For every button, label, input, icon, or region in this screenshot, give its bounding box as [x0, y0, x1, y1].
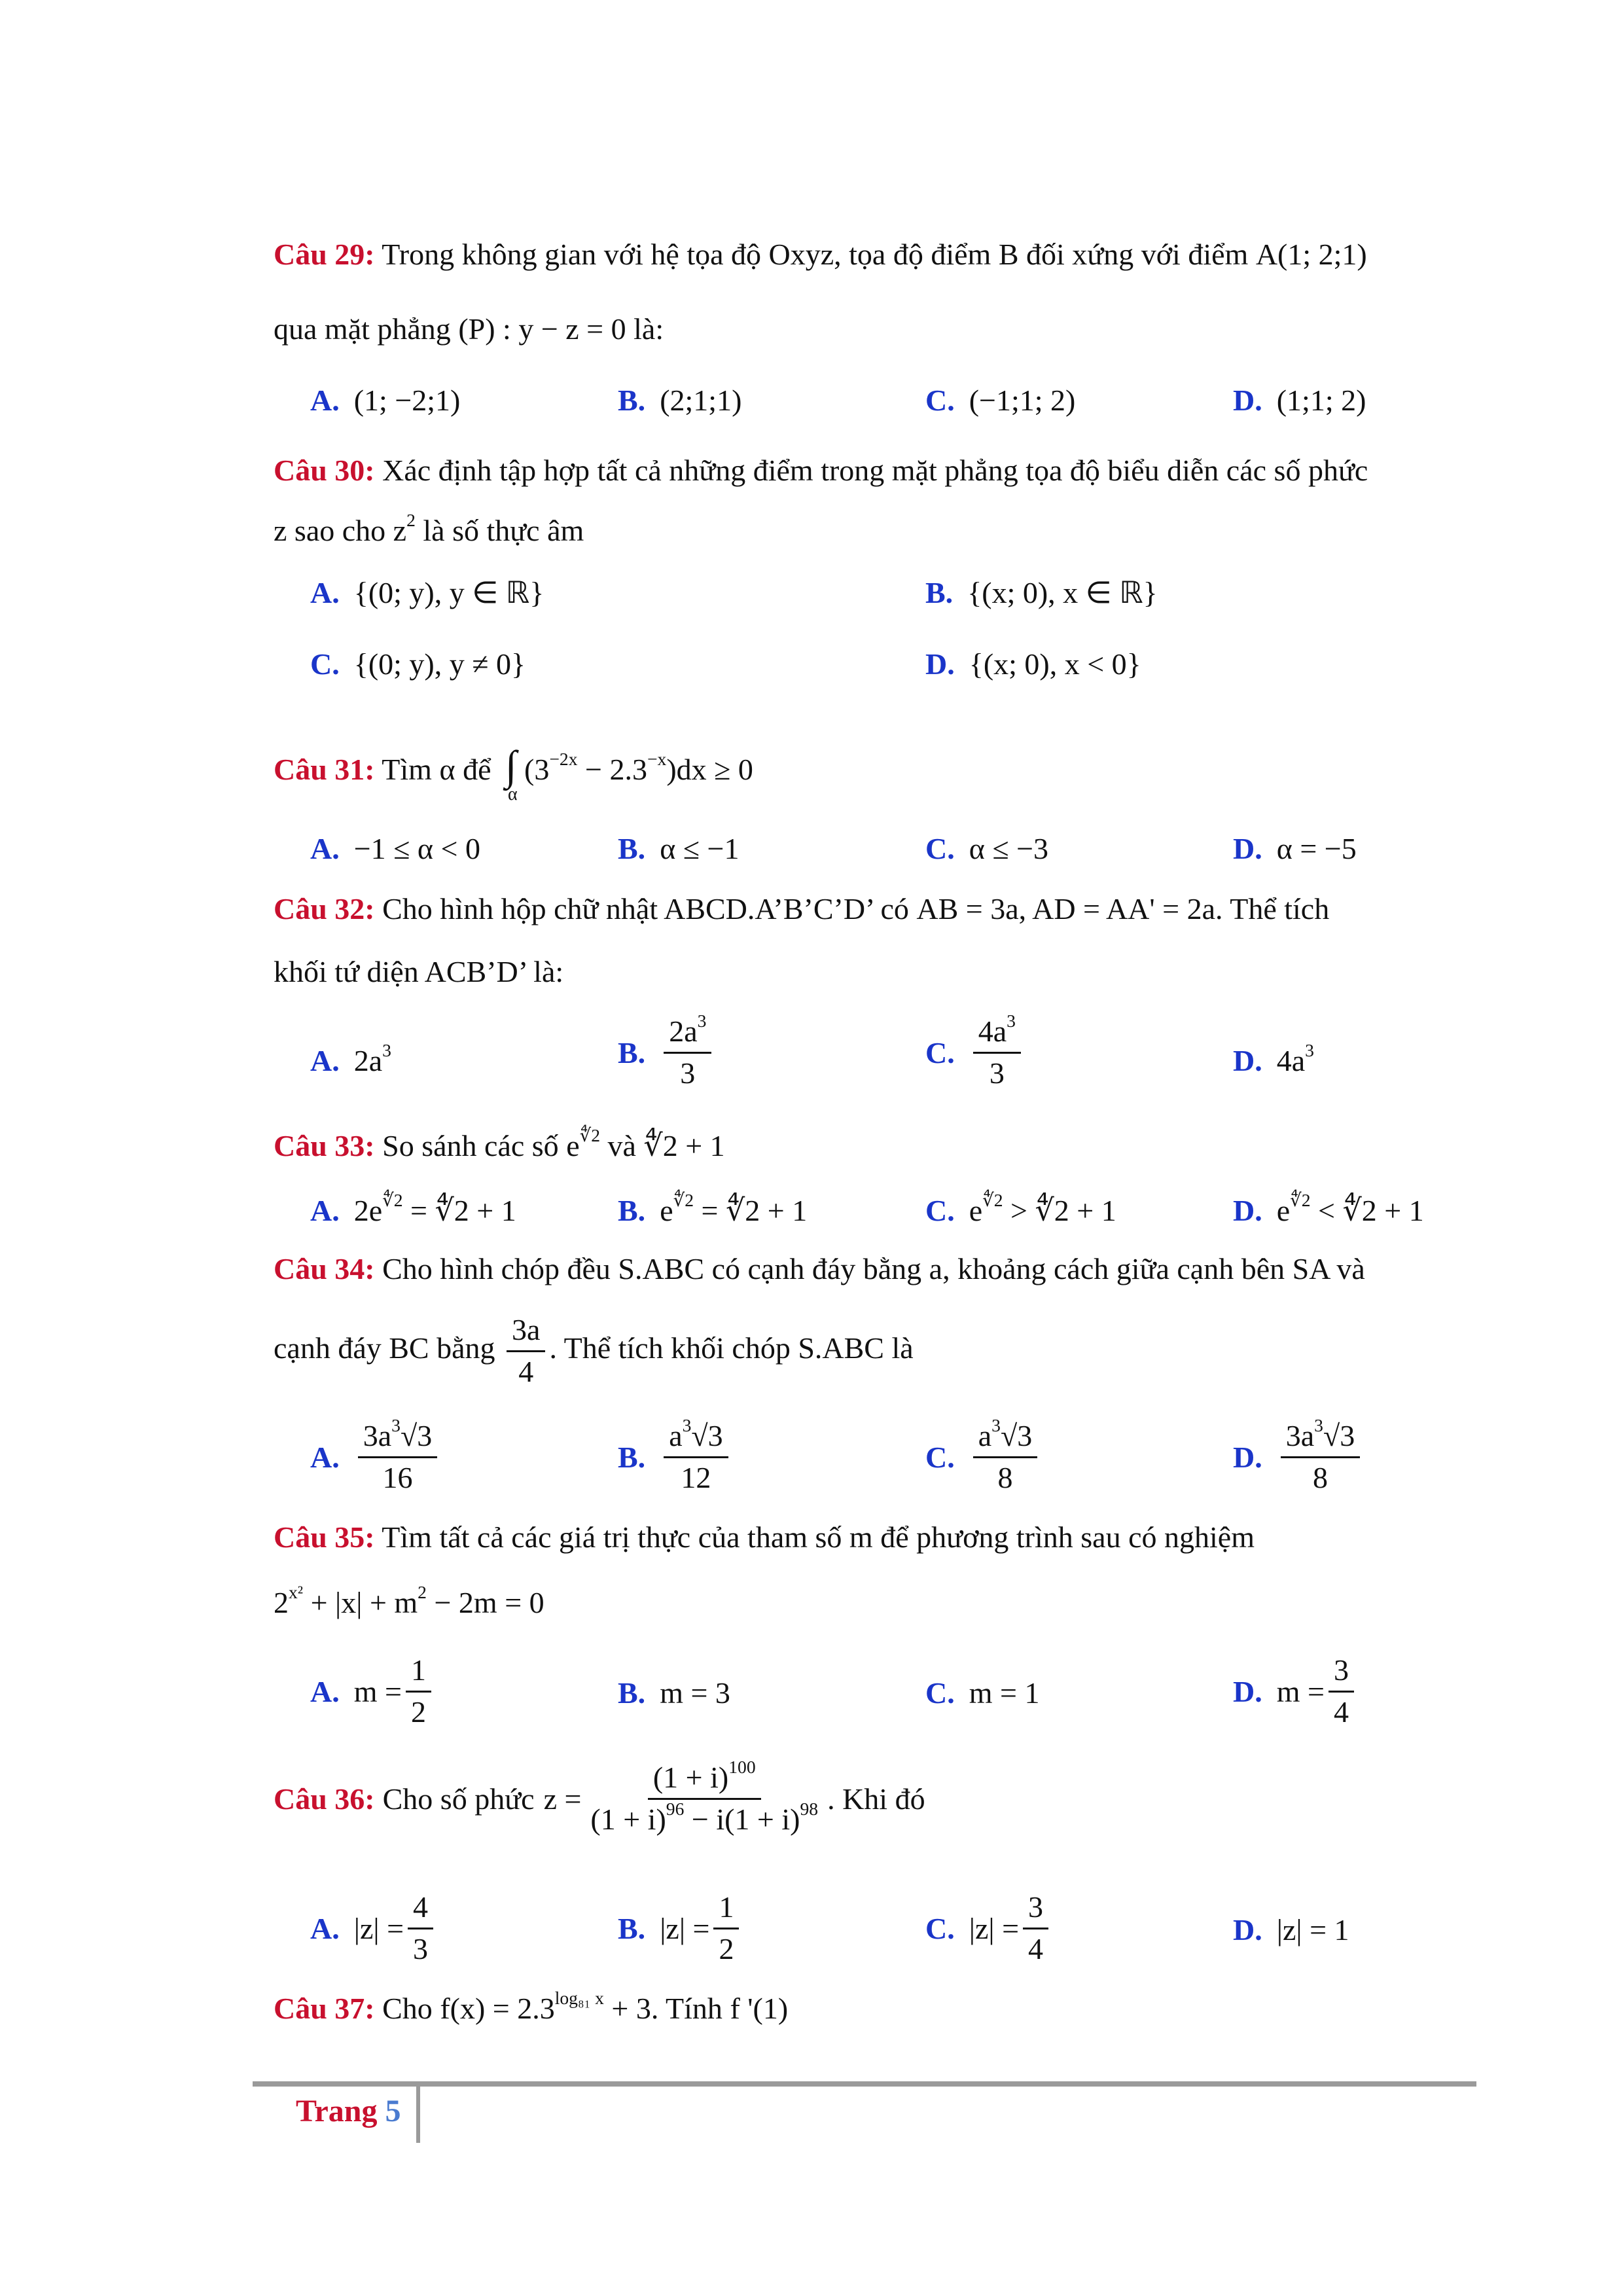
option-label: A.	[310, 1193, 340, 1227]
option-b[interactable]	[618, 1414, 732, 1496]
option-fraction: $\frac{3a^3√3}{8}$	[1281, 1419, 1360, 1496]
option-label: A.	[310, 1044, 340, 1077]
question-text: Cho	[382, 1992, 433, 2025]
option-label: D.	[1233, 384, 1262, 417]
question-34-line2	[274, 1313, 1475, 1390]
math-integrand: $(3^{-2x} - 2.3^{-x})dx \ge 0$	[524, 748, 753, 786]
option-b[interactable]	[618, 1010, 715, 1091]
option-d[interactable]	[1233, 1414, 1364, 1496]
option-prefix: |z| =	[353, 1911, 404, 1945]
option-label: C.	[925, 1193, 955, 1227]
option-a[interactable]	[310, 1189, 516, 1228]
question-text: Cho số phức	[382, 1782, 535, 1816]
question-text: Cho hình chóp đều S.ABC có cạnh đáy bằng a, khoảng cách giữa cạnh bên SA và	[382, 1252, 1365, 1285]
option-label: D.	[1233, 1193, 1262, 1227]
option-label: B.	[618, 1440, 646, 1474]
question-text: Xác định tập hợp tất cả những điểm trong mặt phẳng tọa độ biểu diễn các số phức	[382, 454, 1368, 487]
option-label: C.	[925, 1911, 955, 1945]
math-z: z =	[543, 1782, 582, 1816]
question-text: Tìm	[382, 753, 432, 786]
math-integral: ∫ α	[505, 742, 518, 804]
question-37	[274, 1987, 1475, 2028]
option-fraction: $\frac{1}{2}$	[406, 1653, 431, 1730]
option-d[interactable]	[1233, 1189, 1424, 1228]
option-text: {(0; y), y ≠ 0}	[353, 647, 526, 681]
option-a[interactable]	[310, 1890, 437, 1967]
option-a[interactable]	[310, 1653, 435, 1730]
option-label: A.	[310, 1911, 340, 1945]
math-root-expr: ∜2 + 1	[643, 1129, 725, 1162]
math-dimensions: AB = 3a, AD = AA' = 2a	[916, 892, 1216, 925]
option-fraction: $\frac{2a^3}{3}$	[664, 1014, 711, 1091]
option-text: (2;1;1)	[660, 384, 742, 417]
option-text: α = −5	[1276, 832, 1357, 865]
question-36	[274, 1756, 1475, 1837]
option-fraction: $\frac{1}{2}$	[713, 1890, 739, 1967]
option-prefix: m =	[1276, 1674, 1325, 1708]
footer-divider	[253, 2081, 1476, 2087]
option-b[interactable]	[925, 575, 1158, 610]
option-text: m = 3	[660, 1676, 730, 1710]
option-text: $4a^3$	[1276, 1039, 1314, 1077]
math-derivative: f '(1)	[730, 1992, 789, 2025]
question-text: là số thực âm	[423, 514, 584, 547]
option-fraction: $\frac{3}{4}$	[1329, 1653, 1354, 1730]
option-a[interactable]	[310, 383, 460, 418]
question-32	[274, 890, 1475, 928]
question-label: Câu 37:	[274, 1992, 375, 2025]
math-fraction: $\frac{3a}{4}$	[507, 1313, 545, 1390]
question-text: qua mặt phẳng	[274, 312, 451, 346]
option-a[interactable]	[310, 1039, 391, 1078]
option-d[interactable]	[1233, 1039, 1314, 1078]
math-fraction: $\frac{(1 + i)^{100}}{(1 + i)^{96} - i(1 + i)^{98}}$	[590, 1756, 819, 1836]
question-33	[274, 1124, 1475, 1165]
option-text: $e^{∜2}$ > ∜2 + 1	[969, 1189, 1116, 1227]
option-b[interactable]	[618, 1189, 808, 1228]
option-fraction: $\frac{3a^3√3}{16}$	[358, 1419, 437, 1496]
option-label: B.	[618, 384, 646, 417]
option-d[interactable]	[1233, 1653, 1358, 1730]
option-b[interactable]	[618, 1676, 730, 1710]
option-c[interactable]	[925, 1890, 1052, 1967]
option-text: −1 ≤ α < 0	[353, 832, 480, 865]
question-text: . Thể tích	[1215, 892, 1330, 925]
option-text: {(0; y), y ∈ ℝ}	[353, 576, 544, 609]
option-label: B.	[618, 1193, 646, 1227]
option-label: C.	[925, 1440, 955, 1474]
math-equation: $2^{x^2} + |x| + m^2 - 2m = 0$	[274, 1581, 544, 1619]
question-30	[274, 452, 1475, 490]
question-29	[274, 236, 1475, 274]
question-text: khối tứ diện ACB’D’ là:	[274, 955, 564, 988]
option-text: (−1;1; 2)	[969, 384, 1076, 417]
question-text: cạnh đáy BC bằng	[274, 1331, 495, 1365]
option-c[interactable]	[925, 831, 1048, 866]
option-d[interactable]	[1233, 831, 1357, 866]
option-text: $2e^{∜2}$ = ∜2 + 1	[353, 1189, 516, 1227]
option-label: D.	[1233, 1440, 1262, 1474]
option-fraction: $\frac{3}{4}$	[1023, 1890, 1048, 1967]
page-number	[296, 2093, 401, 2129]
option-text: (1; −2;1)	[353, 384, 461, 417]
question-text: . Thể tích khối chóp S.ABC là	[549, 1331, 914, 1365]
question-label: Câu 31:	[274, 753, 375, 786]
option-label: A.	[310, 1674, 340, 1708]
option-text: $e^{∜2}$ < ∜2 + 1	[1276, 1189, 1424, 1227]
option-text: {(x; 0), x ∈ ℝ}	[967, 576, 1158, 609]
option-label: A.	[310, 384, 340, 417]
question-text: và	[607, 1129, 636, 1162]
option-a[interactable]	[310, 1414, 441, 1496]
option-label: D.	[1233, 1913, 1262, 1946]
option-label: A.	[310, 575, 340, 609]
question-text: . Khi đó	[827, 1782, 925, 1816]
math-z: $z^2$	[393, 509, 416, 547]
option-c[interactable]	[925, 1010, 1025, 1091]
math-e-power: $e^{∜2}$	[566, 1124, 600, 1162]
option-label: B.	[618, 1911, 646, 1945]
option-text: α ≤ −1	[660, 832, 740, 865]
option-label: B.	[618, 832, 646, 865]
option-b[interactable]	[618, 383, 741, 418]
option-label: D.	[1233, 1674, 1262, 1708]
option-label: D.	[925, 647, 955, 681]
option-text: $2a^3$	[353, 1039, 391, 1077]
option-d[interactable]	[1233, 383, 1366, 418]
question-text: để	[463, 753, 491, 786]
option-prefix: m =	[353, 1674, 402, 1708]
option-text: |z| = 1	[1276, 1913, 1349, 1946]
option-label: A.	[310, 832, 340, 865]
question-35-line2	[274, 1581, 1475, 1622]
option-d[interactable]	[925, 647, 1141, 681]
math-point-a: A(1; 2;1)	[1255, 238, 1367, 271]
question-35	[274, 1518, 1475, 1556]
question-label: Câu 32:	[274, 892, 375, 925]
question-text: . Tính	[651, 1992, 722, 2025]
question-29-line2	[274, 310, 1475, 348]
option-text: {(x; 0), x < 0}	[969, 647, 1141, 681]
question-text: Trong không gian với hệ tọa độ Oxyz, tọa độ điểm B đối xứng với điểm	[382, 238, 1249, 271]
option-c[interactable]	[925, 1189, 1116, 1228]
option-label: C.	[925, 832, 955, 865]
page-word: Trang	[296, 2094, 378, 2128]
option-prefix: |z| =	[969, 1911, 1020, 1945]
option-label: D.	[1233, 1044, 1262, 1077]
option-a[interactable]	[310, 575, 544, 610]
option-text: $e^{∜2}$ = ∜2 + 1	[660, 1189, 808, 1227]
math-function: $f(x) = 2.3^{log_{81} x} + 3$	[440, 1987, 651, 2025]
option-b[interactable]	[618, 831, 739, 866]
question-32-line2	[274, 953, 1475, 991]
option-c[interactable]	[310, 647, 526, 681]
question-text: z sao cho	[274, 514, 386, 547]
question-text: Cho hình hộp chữ nhật ABCD.A’B’C’D’ có	[382, 892, 909, 925]
math-alpha: α	[439, 753, 455, 786]
option-label: C.	[925, 1676, 955, 1710]
option-fraction: $\frac{4}{3}$	[408, 1890, 433, 1967]
option-label: C.	[925, 384, 955, 417]
question-30-line2	[274, 509, 1475, 550]
option-label: C.	[310, 647, 340, 681]
option-c[interactable]	[925, 383, 1075, 418]
option-c[interactable]	[925, 1676, 1039, 1710]
option-label: C.	[925, 1035, 955, 1069]
option-a[interactable]	[310, 831, 480, 866]
question-label: Câu 36:	[274, 1782, 375, 1816]
question-34	[274, 1250, 1475, 1288]
question-text: là:	[633, 312, 664, 346]
option-text: α ≤ −3	[969, 832, 1049, 865]
footer-vertical-bar	[416, 2087, 420, 2143]
option-d[interactable]	[1233, 1912, 1349, 1947]
option-label: B.	[925, 575, 954, 609]
option-fraction: $\frac{4a^3}{3}$	[973, 1014, 1021, 1091]
option-label: B.	[618, 1676, 646, 1710]
question-label: Câu 34:	[274, 1252, 375, 1285]
question-label: Câu 29:	[274, 238, 375, 271]
question-label: Câu 33:	[274, 1129, 375, 1162]
page-num: 5	[385, 2094, 401, 2128]
question-text: Tìm tất cả các giá trị thực của tham số m để phương trình sau có nghiệm	[382, 1520, 1255, 1554]
option-fraction: $\frac{a^3√3}{12}$	[664, 1419, 728, 1496]
option-c[interactable]	[925, 1414, 1041, 1496]
question-label: Câu 30:	[274, 454, 375, 487]
option-label: A.	[310, 1440, 340, 1474]
math-plane: (P) : y − z = 0	[458, 312, 626, 346]
option-fraction: $\frac{a^3√3}{8}$	[973, 1419, 1037, 1496]
option-text: (1;1; 2)	[1276, 384, 1366, 417]
option-label: D.	[1233, 832, 1262, 865]
option-text: m = 1	[969, 1676, 1040, 1710]
question-label: Câu 35:	[274, 1520, 375, 1554]
option-b[interactable]	[618, 1890, 743, 1967]
question-31	[274, 740, 1475, 804]
option-label: B.	[618, 1035, 646, 1069]
question-text: So sánh các số	[382, 1129, 559, 1162]
option-prefix: |z| =	[660, 1911, 710, 1945]
